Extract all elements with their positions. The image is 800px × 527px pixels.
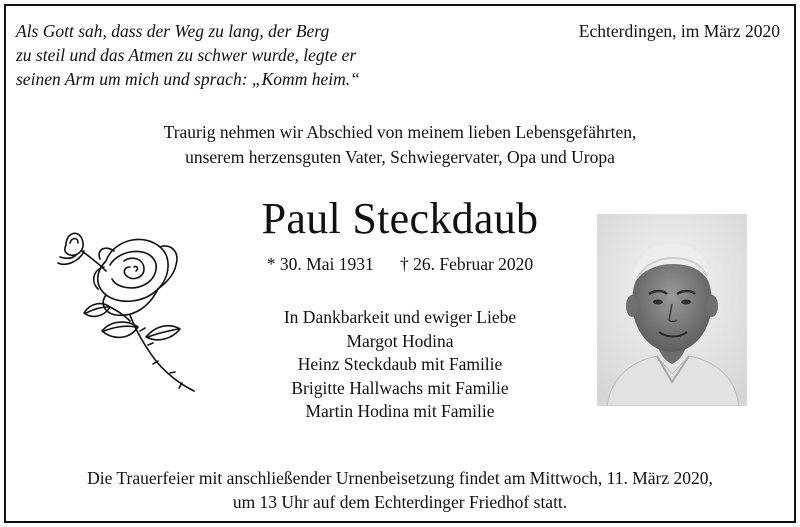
- intro-line: Traurig nehmen wir Abschied von meinem lieben Lebensgefährten,: [163, 122, 637, 142]
- funeral-notice: [6, 466, 794, 514]
- mourners-line: Heinz Steckdaub mit Familie: [297, 354, 503, 374]
- mourners-line: Martin Hodina mit Familie: [305, 401, 495, 421]
- place-date: Echterdingen, im März 2020: [578, 21, 780, 41]
- birth-date: * 30. Mai 1931: [266, 254, 374, 274]
- mourners-line: Margot Hodina: [346, 330, 454, 351]
- notice-line: um 13 Uhr auf dem Echterdinger Friedhof statt.: [232, 492, 568, 512]
- quote-block: [16, 19, 360, 91]
- quote-line: zu steil und das Atmen zu schwer wurde, legte er: [16, 45, 357, 65]
- death-date: † 26. Februar 2020: [400, 254, 534, 274]
- obituary-card: [4, 4, 796, 523]
- quote-line: Als Gott sah, dass der Weg zu lang, der Berg: [16, 21, 330, 41]
- mourners-list: [6, 306, 794, 424]
- mourners-line: In Dankbarkeit und ewiger Liebe: [283, 307, 517, 327]
- quote-line: seinen Arm um mich und sprach: „Komm heim.“: [16, 69, 360, 89]
- intro-text: [6, 120, 794, 170]
- notice-line: Die Trauerfeier mit anschließender Urnenbeisetzung findet am Mittwoch, 11. März 2020,: [87, 468, 713, 488]
- deceased-name: Paul Steckdaub: [261, 194, 539, 243]
- mourners-line: Brigitte Hallwachs mit Familie: [291, 377, 509, 398]
- intro-line: unserem herzensguten Vater, Schwiegervater, Opa und Uropa: [185, 147, 615, 167]
